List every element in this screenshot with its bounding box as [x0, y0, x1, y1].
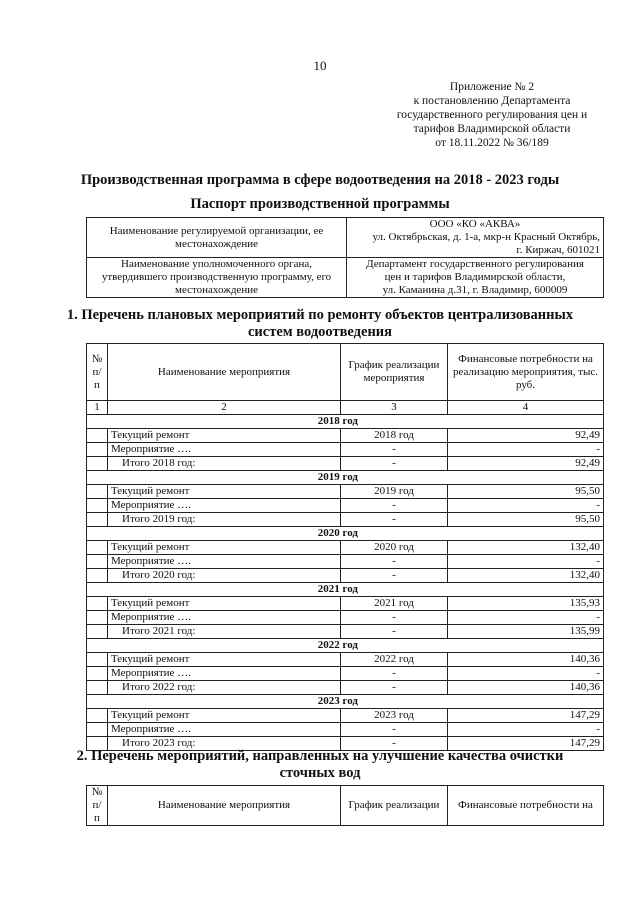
- year-row: [87, 527, 604, 541]
- section2-title-line: 2. Перечень мероприятий, направленных на улучшение качества очистки: [76, 748, 564, 764]
- row-number-cell: [87, 499, 108, 513]
- header-cell: № п/п: [87, 344, 108, 401]
- page-number: 10: [313, 58, 327, 73]
- table-row: [87, 625, 604, 639]
- year-row: [87, 695, 604, 709]
- passport-value-line: цен и тарифов Владимирской области,: [384, 271, 566, 283]
- year-label: 2021 год: [87, 583, 604, 597]
- schedule-cell: -: [341, 737, 448, 751]
- appendix-line: от 18.11.2022 № 36/189: [435, 137, 549, 149]
- column-number: 1: [87, 401, 108, 415]
- activity-name-cell: Итого 2020 год:: [108, 569, 341, 583]
- table-row: [87, 443, 604, 457]
- amount-cell: 147,29: [448, 709, 604, 723]
- year-row: [87, 471, 604, 485]
- schedule-cell: -: [341, 569, 448, 583]
- table-row: [87, 499, 604, 513]
- row-number-cell: [87, 457, 108, 471]
- activity-name-cell: Текущий ремонт: [108, 653, 341, 667]
- schedule-cell: 2022 год: [341, 653, 448, 667]
- activity-name-cell: Текущий ремонт: [108, 597, 341, 611]
- amount-cell: 140,36: [448, 681, 604, 695]
- passport-value: [347, 218, 604, 258]
- activity-name-cell: Мероприятие ….: [108, 723, 341, 737]
- activity-name-cell: Итого 2018 год:: [108, 457, 341, 471]
- amount-cell: 92,49: [448, 429, 604, 443]
- table-row: [87, 653, 604, 667]
- appendix-line: тарифов Владимирской области: [413, 123, 571, 135]
- activity-name-cell: Итого 2021 год:: [108, 625, 341, 639]
- schedule-cell: -: [341, 681, 448, 695]
- schedule-cell: -: [341, 555, 448, 569]
- amount-cell: -: [448, 667, 604, 681]
- year-label: 2020 год: [87, 527, 604, 541]
- activity-name-cell: Итого 2023 год:: [108, 737, 341, 751]
- amount-cell: -: [448, 555, 604, 569]
- year-label: 2023 год: [87, 695, 604, 709]
- schedule-cell: 2021 год: [341, 597, 448, 611]
- table-header-row: [87, 786, 604, 826]
- schedule-cell: -: [341, 723, 448, 737]
- table-row: [87, 709, 604, 723]
- table-row: [87, 429, 604, 443]
- row-number-cell: [87, 625, 108, 639]
- activity-name-cell: Мероприятие ….: [108, 443, 341, 457]
- amount-cell: -: [448, 499, 604, 513]
- amount-cell: 132,40: [448, 569, 604, 583]
- table-row: [87, 597, 604, 611]
- passport-label: Наименование уполномоченного органа, утвердившего производственную программу, его местонахождение: [87, 258, 347, 298]
- header-cell: Наименование мероприятия: [108, 344, 341, 401]
- passport-title: Паспорт производственной программы: [190, 196, 450, 212]
- quality-measures-table: [86, 785, 604, 826]
- table-row: [87, 457, 604, 471]
- amount-cell: -: [448, 611, 604, 625]
- row-number-cell: [87, 555, 108, 569]
- activity-name-cell: Мероприятие ….: [108, 499, 341, 513]
- row-number-cell: [87, 513, 108, 527]
- schedule-cell: 2020 год: [341, 541, 448, 555]
- appendix-line: к постановлению Департамента: [413, 95, 571, 107]
- table-row: [87, 611, 604, 625]
- amount-cell: 132,40: [448, 541, 604, 555]
- passport-table: [86, 217, 604, 298]
- amount-cell: -: [448, 723, 604, 737]
- passport-value: [347, 258, 604, 298]
- header-cell: № п/п: [87, 786, 108, 826]
- amount-cell: 147,29: [448, 737, 604, 751]
- activity-name-cell: Итого 2022 год:: [108, 681, 341, 695]
- amount-cell: 92,49: [448, 457, 604, 471]
- amount-cell: 135,99: [448, 625, 604, 639]
- repair-plan-table: [86, 343, 604, 751]
- table-row: [87, 681, 604, 695]
- year-row: [87, 583, 604, 597]
- activity-name-cell: Мероприятие ….: [108, 555, 341, 569]
- activity-name-cell: Итого 2019 год:: [108, 513, 341, 527]
- section1-title: [0, 307, 640, 341]
- passport-row: [87, 218, 604, 258]
- schedule-cell: -: [341, 499, 448, 513]
- header-cell: График реализации мероприятия: [341, 344, 448, 401]
- table-row: [87, 513, 604, 527]
- appendix-line: Приложение № 2: [449, 81, 535, 93]
- passport-value-line: ООО «КО «АКВА»: [429, 218, 521, 230]
- schedule-cell: -: [341, 667, 448, 681]
- row-number-cell: [87, 443, 108, 457]
- activity-name-cell: Текущий ремонт: [108, 429, 341, 443]
- section1-title-line: 1. Перечень плановых мероприятий по ремонту объектов централизованных: [66, 307, 574, 323]
- amount-cell: 95,50: [448, 513, 604, 527]
- table-row: [87, 541, 604, 555]
- appendix-line: государственного регулирования цен и: [396, 109, 588, 121]
- header-cell: Финансовые потребности на: [448, 786, 604, 826]
- row-number-cell: [87, 653, 108, 667]
- section1-title-line: систем водоотведения: [247, 324, 393, 340]
- table-header-row: [87, 344, 604, 401]
- appendix-header: [382, 80, 602, 150]
- column-number: 2: [108, 401, 341, 415]
- year-label: 2018 год: [87, 415, 604, 429]
- table-row: [87, 485, 604, 499]
- amount-cell: 140,36: [448, 653, 604, 667]
- activity-name-cell: Текущий ремонт: [108, 485, 341, 499]
- passport-value-line: г. Киржач, 601021: [516, 244, 600, 256]
- table-row: [87, 555, 604, 569]
- schedule-cell: -: [341, 625, 448, 639]
- row-number-cell: [87, 709, 108, 723]
- schedule-cell: 2018 год: [341, 429, 448, 443]
- amount-cell: -: [448, 443, 604, 457]
- row-number-cell: [87, 611, 108, 625]
- schedule-cell: -: [341, 513, 448, 527]
- column-number: 4: [448, 401, 604, 415]
- table-row: [87, 569, 604, 583]
- activity-name-cell: Текущий ремонт: [108, 541, 341, 555]
- year-label: 2022 год: [87, 639, 604, 653]
- passport-value-line: Департамент государственного регулирования: [366, 258, 584, 270]
- row-number-cell: [87, 541, 108, 555]
- table-row: [87, 667, 604, 681]
- column-number: 3: [341, 401, 448, 415]
- header-cell: График реализации: [341, 786, 448, 826]
- year-row: [87, 639, 604, 653]
- activity-name-cell: Текущий ремонт: [108, 709, 341, 723]
- row-number-cell: [87, 569, 108, 583]
- header-cell: Финансовые потребности на реализацию мероприятия, тыс. руб.: [448, 344, 604, 401]
- row-number-cell: [87, 597, 108, 611]
- passport-label: Наименование регулируемой организации, ее местонахождение: [87, 218, 347, 258]
- row-number-cell: [87, 681, 108, 695]
- passport-row: [87, 258, 604, 298]
- passport-value-line: ул. Октябрьская, д. 1-а, мкр-н Красный Октябрь,: [372, 231, 600, 243]
- header-cell: Наименование мероприятия: [108, 786, 341, 826]
- section2-title-line: сточных вод: [279, 765, 361, 781]
- document-title: Производственная программа в сфере водоотведения на 2018 - 2023 годы: [80, 172, 560, 188]
- activity-name-cell: Мероприятие ….: [108, 667, 341, 681]
- row-number-cell: [87, 429, 108, 443]
- column-number-row: [87, 401, 604, 415]
- year-label: 2019 год: [87, 471, 604, 485]
- table-row: [87, 723, 604, 737]
- passport-value-line: ул. Каманина д.31, г. Владимир, 600009: [382, 284, 568, 296]
- row-number-cell: [87, 723, 108, 737]
- amount-cell: 95,50: [448, 485, 604, 499]
- row-number-cell: [87, 667, 108, 681]
- schedule-cell: -: [341, 443, 448, 457]
- schedule-cell: 2019 год: [341, 485, 448, 499]
- row-number-cell: [87, 485, 108, 499]
- amount-cell: 135,93: [448, 597, 604, 611]
- schedule-cell: -: [341, 611, 448, 625]
- activity-name-cell: Мероприятие ….: [108, 611, 341, 625]
- section2-title: [0, 748, 640, 782]
- schedule-cell: 2023 год: [341, 709, 448, 723]
- schedule-cell: -: [341, 457, 448, 471]
- year-row: [87, 415, 604, 429]
